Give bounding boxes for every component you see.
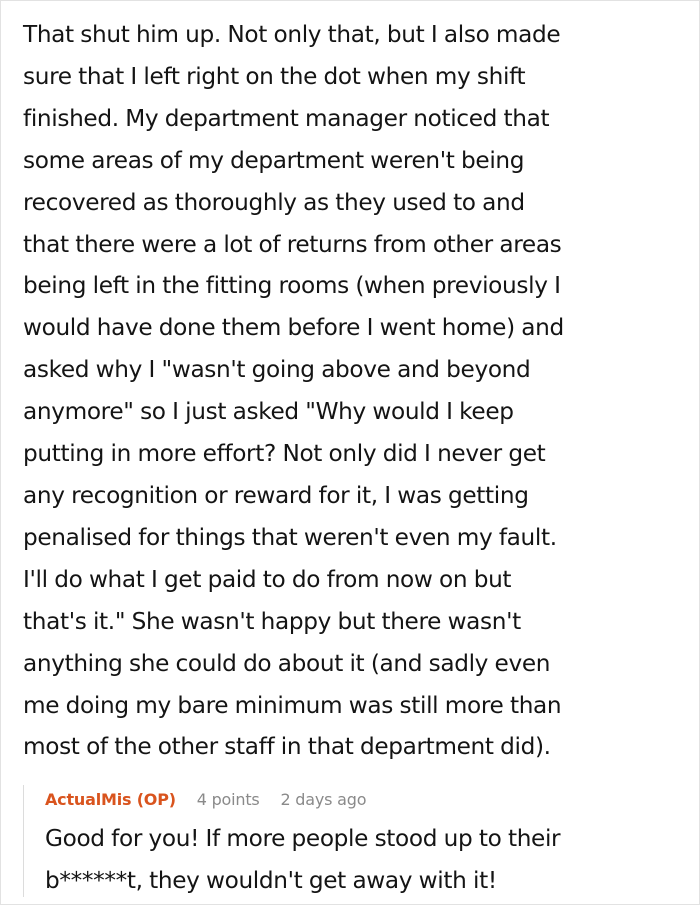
comment-line: recovered as thoroughly as they used to and	[23, 188, 525, 216]
reply-timestamp: 2 days ago	[280, 790, 367, 809]
comment-line: anything she could do about it (and sadly even	[23, 649, 551, 677]
reply-comment	[23, 785, 684, 897]
comment-line: that's it." She wasn't happy but there wasn't	[23, 607, 521, 635]
comment-line: finished. My department manager noticed that	[23, 104, 550, 132]
comment-line: being left in the fitting rooms (when previously I	[23, 272, 561, 300]
reply-meta	[45, 789, 366, 811]
reply-line: Good for you! If more people stood up to their	[45, 825, 561, 852]
comment-line: some areas of my department weren't being	[23, 146, 525, 174]
comment-line: I'll do what I get paid to do from now on but	[23, 565, 512, 593]
comment-line: That shut him up. Not only that, but I also made	[23, 21, 561, 48]
reply-text	[45, 818, 685, 902]
comment-line: that there were a lot of returns from other areas	[23, 230, 562, 258]
comment-line: any recognition or reward for it, I was getting	[23, 481, 529, 509]
comment-line: me doing my bare minimum was still more than	[23, 691, 562, 719]
comment-line: would have done them before I went home) and	[23, 314, 564, 342]
comment-line: sure that I left right on the dot when my shift	[23, 62, 526, 90]
comment-line: anymore" so I just asked "Why would I keep	[23, 398, 514, 426]
reply-author-link[interactable]: ActualMis (OP)	[45, 790, 176, 809]
comment-line: penalised for things that weren't even my fault.	[23, 523, 557, 551]
comment-text	[23, 14, 683, 768]
comment-line: most of the other staff in that department did).	[23, 733, 551, 761]
comment-line: asked why I "wasn't going above and beyond	[23, 356, 531, 384]
reply-line: b******t, they wouldn't get away with it!	[45, 866, 497, 894]
reply-points: 4 points	[196, 790, 260, 809]
comment-line: putting in more effort? Not only did I never get	[23, 440, 546, 468]
